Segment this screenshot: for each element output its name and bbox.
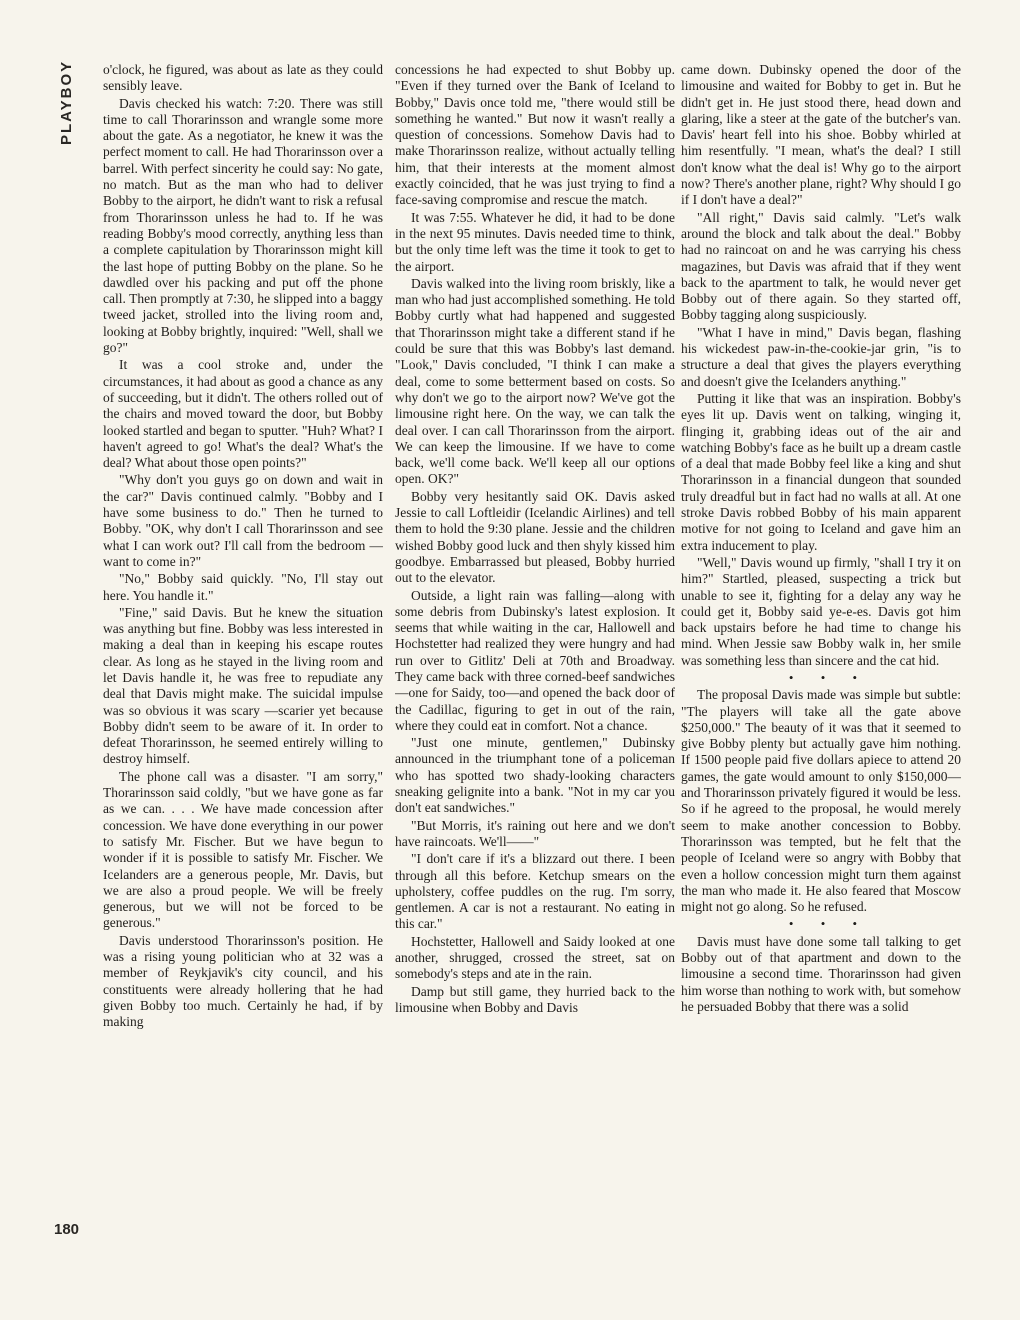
page-number: 180: [54, 1221, 80, 1238]
paragraph: "What I have in mind," Davis began, flashing his wickedest paw-in-the-cookie-jar grin, "is to structure a deal that gives the players everything and doesn't give the Icelanders anything.": [681, 324, 961, 389]
paragraph: "No," Bobby said quickly. "No, I'll stay out here. You handle it.": [103, 571, 383, 603]
column-2: [395, 62, 675, 1282]
section-break: • • •: [788, 669, 870, 685]
paragraph: It was 7:55. Whatever he did, it had to be done in the next 95 minutes. Davis needed time to think, but the only time left was the time it took to get to the airport.: [395, 209, 675, 274]
paragraph: o'clock, he figured, was about as late as they could sensibly leave.: [103, 62, 383, 94]
paragraph: Damp but still game, they hurried back to the limousine when Bobby and Davis: [395, 983, 675, 1015]
paragraph: came down. Dubinsky opened the door of the limousine and waited for Bobby to get in. But he didn't get in. He just stood there, head down and glaring, like a steer at the gate of the butcher's van. Davis' heart fell into his shoe. Bobby whirled at him resentfully. "I mean, what's the deal? I still don't know what the deal is! Why go to the airport now? There's another plane, right? Why should I go if I don't have a deal?": [681, 62, 961, 208]
paragraph: Outside, a light rain was falling—along with some debris from Dubinsky's latest explosion. It seems that while waiting in the car, Hallowell and Hochstetter had realized they were hungry and had run over to Gitlitz' Deli at 70th and Broadway. They came back with three corned-beef sandwiches—one for Saidy, too—and opened the back door of the Cadillac, figuring to get in out of the rain, where they could eat in comfort. Not a chance.: [395, 587, 675, 733]
paragraph: The phone call was a disaster. "I am sorry," Thorarinsson said coldly, "but we have gone as far as we can. . . . We have made concession after concession. We have done everything in our power to satisfy Mr. Fischer. But we have begun to wonder if it is possible to satisfy Mr. Fischer. We Icelanders are a generous people, Mr. Davis, but we are also a proud people. We will be freely generous, but we will not be forced to be generous.": [103, 768, 383, 931]
paragraph: "Well," Davis wound up firmly, "shall I try it on him?" Startled, pleased, suspecting a trick but unable to see it, fighting for a delay any way he could get it, Bobby said ye-e-es. Davis got him back upstairs before he had time to change his mind. When Jessie saw Bobby walk in, her smile was something less than sincere and the cat hid.: [681, 554, 961, 668]
paragraph: concessions he had expected to shut Bobby up. "Even if they turned over the Bank of Iceland to Bobby," Davis once told me, "there would still be something he wanted." But now it wasn't really a question of concessions. Somehow Davis had to make Thorarinsson realize, without actually telling him, that their interests at the moment almost exactly coincided, that he was just trying to find a face-saving compromise and rescue the match.: [395, 62, 675, 208]
paragraph: Davis walked into the living room briskly, like a man who had just accomplished something. He told Bobby curtly what had happened and suggested that Thorarinsson might take a different stand if he could be sure that this was Bobby's last demand. "Look," Davis concluded, "I think I can make a deal, come to some betterment based on costs. So why don't we go to the airport now? We've got the limousine right here. On the way, we can talk the deal over. I can call Thorarinsson from the airport. We can keep the limousine. If we have to come back, we'll come back. We'll keep all our options open. OK?": [395, 275, 675, 487]
paragraph: The proposal Davis made was simple but subtle: "The players will take all the gate above $250,000." The beauty of it was that it seemed to give Bobby plenty but actually gave him nothing. If 1500 people paid five dollars apiece to attend 20 games, the gate would amount to only $150,000—and Thorarinsson privately figured it would be less. So if he agreed to the proposal, he would merely seem to make another concession to Bobby. Thorarinsson was tempted, but he felt that the people of Iceland were so angry with Bobby that even a hollow concession might turn them against the man who made it. He also feared that Moscow might not go along. So he refused.: [681, 687, 961, 915]
paragraph: "Just one minute, gentlemen," Dubinsky announced in the triumphant tone of a policeman who has spotted two shady-looking characters sneaking gelignite into a bank. "Not in my car you don't eat sandwiches.": [395, 735, 675, 816]
paragraph: Hochstetter, Hallowell and Saidy looked at one another, shrugged, crossed the street, sat on somebody's steps and ate in the rain.: [395, 933, 675, 982]
masthead: PLAYBOY: [58, 60, 75, 146]
paragraph: Bobby very hesitantly said OK. Davis asked Jessie to call Loftleidir (Icelandic Airlines) and tell them to hold the 9:30 plane. Jessie and the children wished Bobby good luck and then shyly kissed him goodbye. Embarrassed but pleased, Bobby hurried out to the elevator.: [395, 488, 675, 586]
column-3: [681, 62, 961, 1282]
paragraph: "All right," Davis said calmly. "Let's walk around the block and talk about the deal." Bobby had no raincoat on and he was carrying his chess magazines, but Davis was afraid that if they went back to the apartment to talk, he would never get Bobby out of there again. So they started off, Bobby tagging along suspiciously.: [681, 209, 961, 323]
paragraph: "But Morris, it's raining out here and we don't have raincoats. We'll——": [395, 817, 675, 849]
paragraph: Davis understood Thorarinsson's position. He was a rising young politician who at 32 was a member of Reykjavik's city council, and his constituents were already hollering that he had given Bobby too much. Certainly he had, if by making: [103, 932, 383, 1030]
paragraph: "Why don't you guys go on down and wait in the car?" Davis continued calmly. "Bobby and I have some business to do." Then he turned to Bobby. "OK, why don't I call Thorarinsson and see what I can work out? I'll call from the bedroom —want to come in?": [103, 472, 383, 569]
section-break: • • •: [788, 916, 870, 932]
paragraph: Putting it like that was an inspiration. Bobby's eyes lit up. Davis went on talking, winging it, flinging it, grabbing ideas out of the air and watching Bobby's face as he built up a dream castle of a deal that made Bobby feel like a king and shut Thorarinsson in a financial dungeon that sounded truly dreadful but in fact had no walls at all. At one stroke Davis robbed Bobby of his main apparent motive for not going to Iceland and gave him an extra inducement to play.: [681, 390, 961, 553]
column-1: [103, 62, 383, 1282]
paragraph: "I don't care if it's a blizzard out there. I been through all this before. Ketchup smears on the upholstery, coffee puddles on the rug. I'm sorry, gentlemen. A car is not a restaurant. No eating in this car.": [395, 851, 675, 932]
paragraph: Davis must have done some tall talking to get Bobby out of that apartment and down to the limousine a second time. Thorarinsson had given him worse than nothing to work with, but somehow he persuaded Bobby that there was a solid: [681, 933, 961, 1014]
paragraph: Davis checked his watch: 7:20. There was still time to call Thorarinsson and wrangle some more about the gate. As a negotiator, he knew it was the perfect moment to call. He had Thorarinsson over a barrel. With perfect sincerity he could say: No gate, no match. But as the man who had to deliver Bobby to the airport, he didn't want to risk a refusal from Thorarinsson unless he had to. If he was reading Bobby's mood correctly, anything less than a complete capitulation by Thorarinsson might kill the last hope of putting Bobby on the plane. So he dawdled over his packing and put off the phone call. Then promptly at 7:30, he slipped into a baggy tweed jacket, strolled into the living room and, looking at Bobby brightly, inquired: "Well, shall we go?": [103, 95, 383, 356]
paragraph: "Fine," said Davis. But he knew the situation was anything but fine. Bobby was less interested in making a deal than in keeping his escape routes clear. As long as he stayed in the living room and let Davis handle it, he was free to repudiate any deal that Davis might make. The suicidal impulse was so obvious it was scary —scarier yet because Bobby didn't seem to be aware of it. In order to defeat Thorarinsson, he seemed entirely willing to destroy himself.: [103, 604, 383, 767]
paragraph: It was a cool stroke and, under the circumstances, it had about as good a chance as any of succeeding, but it didn't. The others rolled out of the chairs and moved toward the door, but Bobby looked startled and began to sputter. "Huh? What? I haven't agreed to go! What's the deal? What's the deal? What about those open points?": [103, 357, 383, 471]
